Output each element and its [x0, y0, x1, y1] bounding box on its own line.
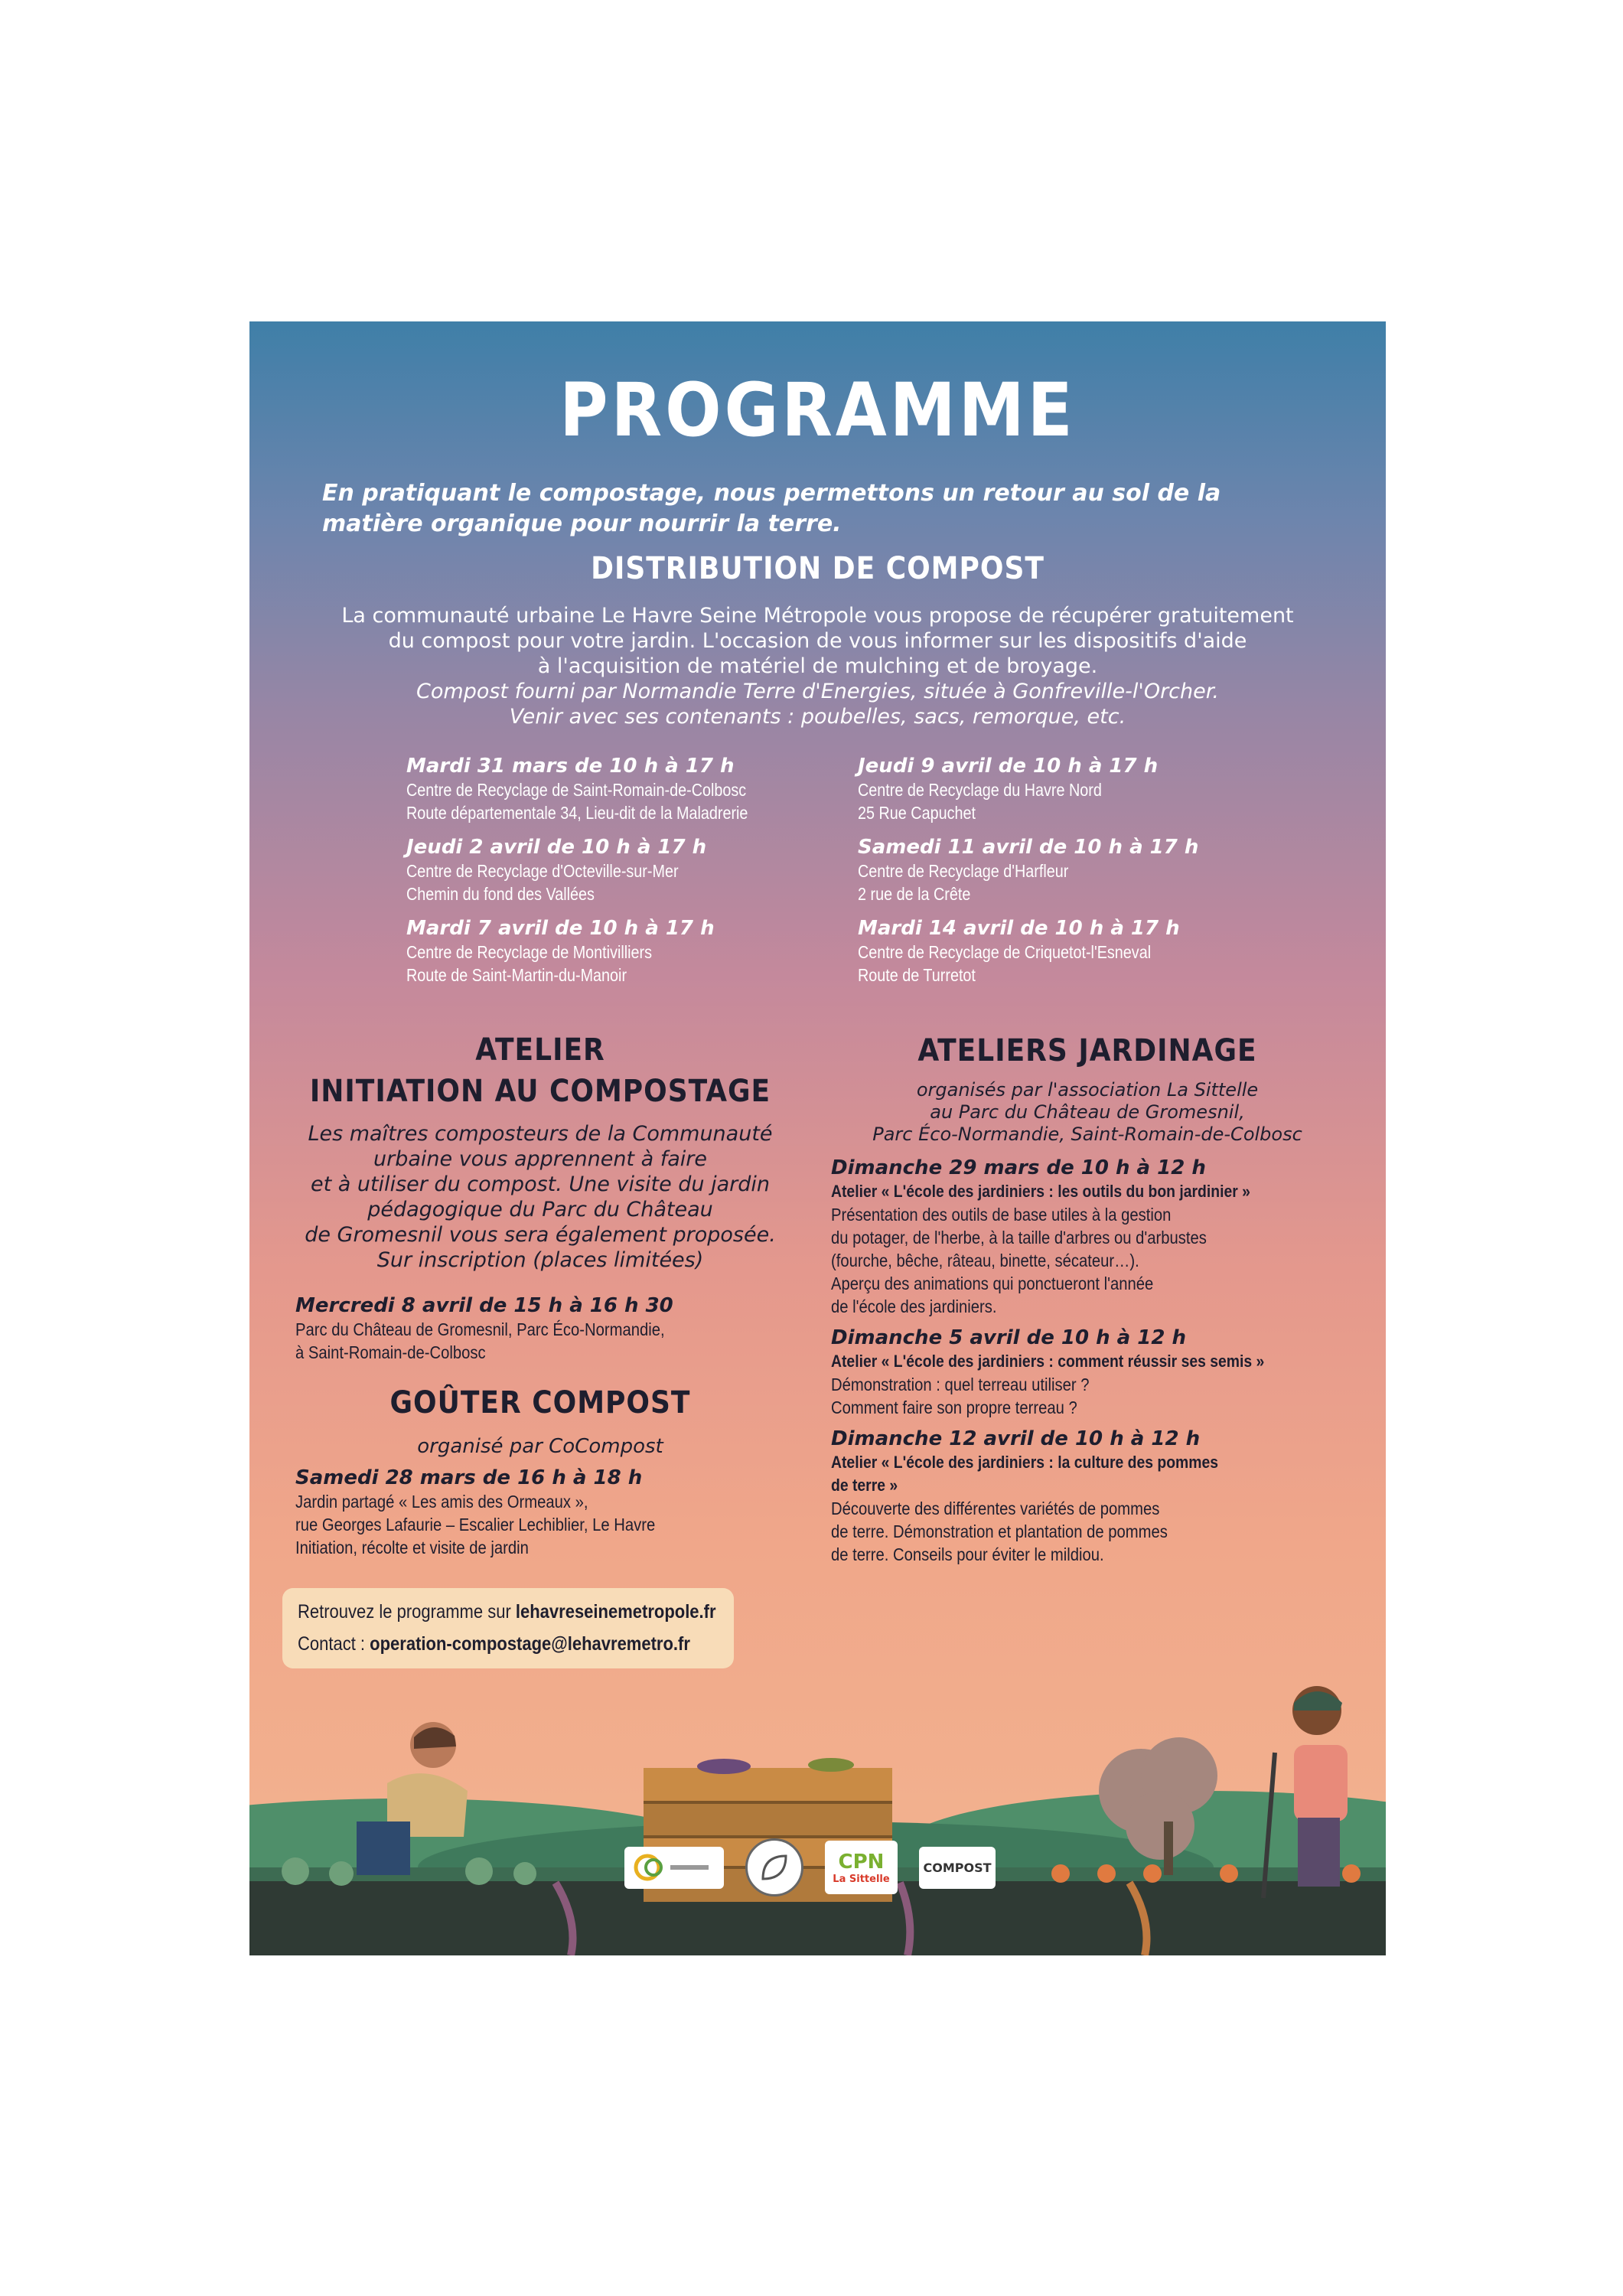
- sittelle-text: La Sittelle: [833, 1873, 890, 1885]
- distribution-line: La communauté urbaine Le Havre Seine Métropole vous propose de récupérer gratuitement: [341, 604, 1294, 628]
- distribution-note: Venir avec ses contenants : poubelles, sacs, remorque, etc.: [509, 705, 1126, 729]
- jardinage-subtitle: [820, 1079, 1355, 1146]
- event-item: [858, 754, 1286, 824]
- atelier-line: Sur inscription (places limitées): [376, 1248, 704, 1272]
- gouter-event: [295, 1466, 785, 1559]
- distribution-line: à l'acquisition de matériel de mulching et de broyage.: [537, 654, 1098, 678]
- event-item: [831, 1156, 1359, 1318]
- seal-logo: [745, 1838, 803, 1896]
- event-date: Mercredi 8 avril de 15 h à 16 h 30: [295, 1294, 673, 1317]
- info-box: [282, 1588, 734, 1668]
- event-address: 2 rue de la Crête: [858, 884, 971, 904]
- cocompost-text: COMPOST: [923, 1860, 992, 1875]
- event-place: Centre de Recyclage d'Octeville-sur-Mer: [406, 861, 679, 881]
- atelier-title: [295, 1029, 785, 1112]
- event-date: Jeudi 2 avril de 10 h à 17 h: [406, 836, 707, 859]
- distribution-text: [295, 603, 1340, 729]
- event-address: 25 Rue Capuchet: [858, 803, 976, 823]
- event-item: [406, 916, 835, 987]
- normandie-logo: [624, 1847, 724, 1889]
- gouter-title: GOÛTER COMPOST: [389, 1385, 691, 1420]
- distribution-line: du compost pour votre jardin. L'occasion de vous informer sur les dispositifs d'aide: [388, 629, 1247, 653]
- cpn-text: CPN: [838, 1850, 885, 1874]
- event-line: de terre. Démonstration et plantation de pommes: [831, 1521, 1168, 1541]
- program-label: Retrouvez le programme sur: [298, 1601, 516, 1623]
- event-place: Parc du Château de Gromesnil, Parc Éco-Normandie,: [295, 1319, 665, 1339]
- normandie-logo-mark: [632, 1852, 716, 1883]
- event-line: Démonstration : quel terreau utiliser ?: [831, 1375, 1090, 1394]
- event-address: Route de Saint-Martin-du-Manoir: [406, 965, 627, 985]
- event-atelier: Atelier « L'école des jardiniers : les outils du bon jardinier »: [831, 1182, 1250, 1201]
- atelier-title-line: ATELIER: [475, 1032, 605, 1068]
- event-address: à Saint-Romain-de-Colbosc: [295, 1342, 486, 1362]
- event-place: Centre de Recyclage de Criquetot-l'Esneval: [858, 942, 1152, 962]
- atelier-event: [295, 1293, 785, 1364]
- event-place: Centre de Recyclage de Saint-Romain-de-Colbosc: [406, 780, 747, 800]
- jardinage-events: [831, 1156, 1359, 1574]
- event-atelier: de terre »: [831, 1476, 898, 1495]
- cocompost-logo: [919, 1847, 996, 1889]
- atelier-line: et à utiliser du compost. Une visite du jardin: [310, 1172, 771, 1196]
- contact-line: [298, 1628, 690, 1660]
- page-title: PROGRAMME: [559, 367, 1076, 453]
- event-atelier: Atelier « L'école des jardiniers : comment réussir ses semis »: [831, 1352, 1265, 1371]
- distribution-events-left: [406, 754, 835, 997]
- event-line: Découverte des différentes variétés de pommes: [831, 1499, 1160, 1518]
- event-date: Dimanche 29 mars de 10 h à 12 h: [831, 1156, 1206, 1179]
- event-address: Route départementale 34, Lieu-dit de la Maladrerie: [406, 803, 748, 823]
- program-link[interactable]: lehavreseinemetropole.fr: [515, 1601, 716, 1623]
- event-address: Chemin du fond des Vallées: [406, 884, 595, 904]
- event-date: Samedi 11 avril de 10 h à 17 h: [858, 836, 1199, 859]
- event-line: de l'école des jardiniers.: [831, 1296, 997, 1316]
- event-item: [858, 835, 1286, 905]
- event-date: Samedi 28 mars de 16 h à 18 h: [295, 1466, 643, 1489]
- intro-text: En pratiquant le compostage, nous permettons un retour au sol de la matière organique pour nourrir la terre.: [322, 480, 1221, 537]
- contact-email-link[interactable]: operation-compostage@lehavremetro.fr: [370, 1633, 690, 1655]
- atelier-title-line: INITIATION AU COMPOSTAGE: [309, 1074, 771, 1109]
- contact-label: Contact :: [298, 1633, 370, 1655]
- jardinage-sub-line: organisés par l'association La Sittelle: [916, 1079, 1259, 1101]
- event-address: Route de Turretot: [858, 965, 976, 985]
- event-date: Mardi 7 avril de 10 h à 17 h: [406, 917, 715, 940]
- event-item: [831, 1427, 1359, 1566]
- jardinage-title: ATELIERS JARDINAGE: [917, 1033, 1257, 1068]
- poster: [249, 321, 1386, 1955]
- event-line: Aperçu des animations qui ponctueront l'année: [831, 1274, 1154, 1293]
- partner-logos: [624, 1841, 996, 1894]
- event-line: Présentation des outils de base utiles à la gestion: [831, 1205, 1172, 1225]
- jardinage-sub-line: Parc Éco-Normandie, Saint-Romain-de-Colbosc: [872, 1124, 1302, 1145]
- event-item: [406, 754, 835, 824]
- atelier-line: urbaine vous apprennent à faire: [373, 1147, 707, 1171]
- event-line: Comment faire son propre terreau ?: [831, 1397, 1077, 1417]
- atelier-description: [280, 1121, 800, 1273]
- event-place: Centre de Recyclage de Montivilliers: [406, 942, 653, 962]
- event-date: Dimanche 5 avril de 10 h à 12 h: [831, 1326, 1187, 1349]
- distribution-title: DISTRIBUTION DE COMPOST: [591, 551, 1045, 586]
- event-place: Centre de Recyclage du Havre Nord: [858, 780, 1102, 800]
- event-date: Mardi 31 mars de 10 h à 17 h: [406, 755, 735, 778]
- atelier-line: Les maîtres composteurs de la Communauté: [308, 1122, 773, 1146]
- event-date: Mardi 14 avril de 10 h à 17 h: [858, 917, 1180, 940]
- program-line: [298, 1596, 716, 1628]
- event-date: Dimanche 12 avril de 10 h à 12 h: [831, 1427, 1201, 1450]
- event-line: de terre. Conseils pour éviter le mildiou.: [831, 1544, 1104, 1564]
- event-address: rue Georges Lafaurie – Escalier Lechiblier, Le Havre: [295, 1515, 656, 1534]
- atelier-line: de Gromesnil vous sera également proposée.: [305, 1223, 776, 1247]
- event-item: [831, 1326, 1359, 1419]
- distribution-note: Compost fourni par Normandie Terre d'Energies, située à Gonfreville-l'Orcher.: [416, 680, 1219, 703]
- event-atelier: Atelier « L'école des jardiniers : la culture des pommes: [831, 1453, 1218, 1472]
- event-line: (fourche, bêche, râteau, binette, sécateur…).: [831, 1251, 1139, 1270]
- event-line: du potager, de l'herbe, à la taille d'arbres ou d'arbustes: [831, 1228, 1207, 1247]
- distribution-events-right: [858, 754, 1286, 997]
- atelier-line: pédagogique du Parc du Château: [367, 1198, 713, 1221]
- cpn-logo: [825, 1841, 898, 1894]
- event-item: [406, 835, 835, 905]
- event-item: [858, 916, 1286, 987]
- gouter-subtitle: organisé par CoCompost: [417, 1435, 663, 1458]
- leaf-icon: [755, 1848, 794, 1887]
- event-place: Jardin partagé « Les amis des Ormeaux »,: [295, 1492, 588, 1512]
- jardinage-sub-line: au Parc du Château de Gromesnil,: [930, 1101, 1245, 1123]
- event-date: Jeudi 9 avril de 10 h à 17 h: [858, 755, 1159, 778]
- garden-illustration: [249, 1676, 1386, 1955]
- event-detail: Initiation, récolte et visite de jardin: [295, 1538, 529, 1557]
- event-place: Centre de Recyclage d'Harfleur: [858, 861, 1069, 881]
